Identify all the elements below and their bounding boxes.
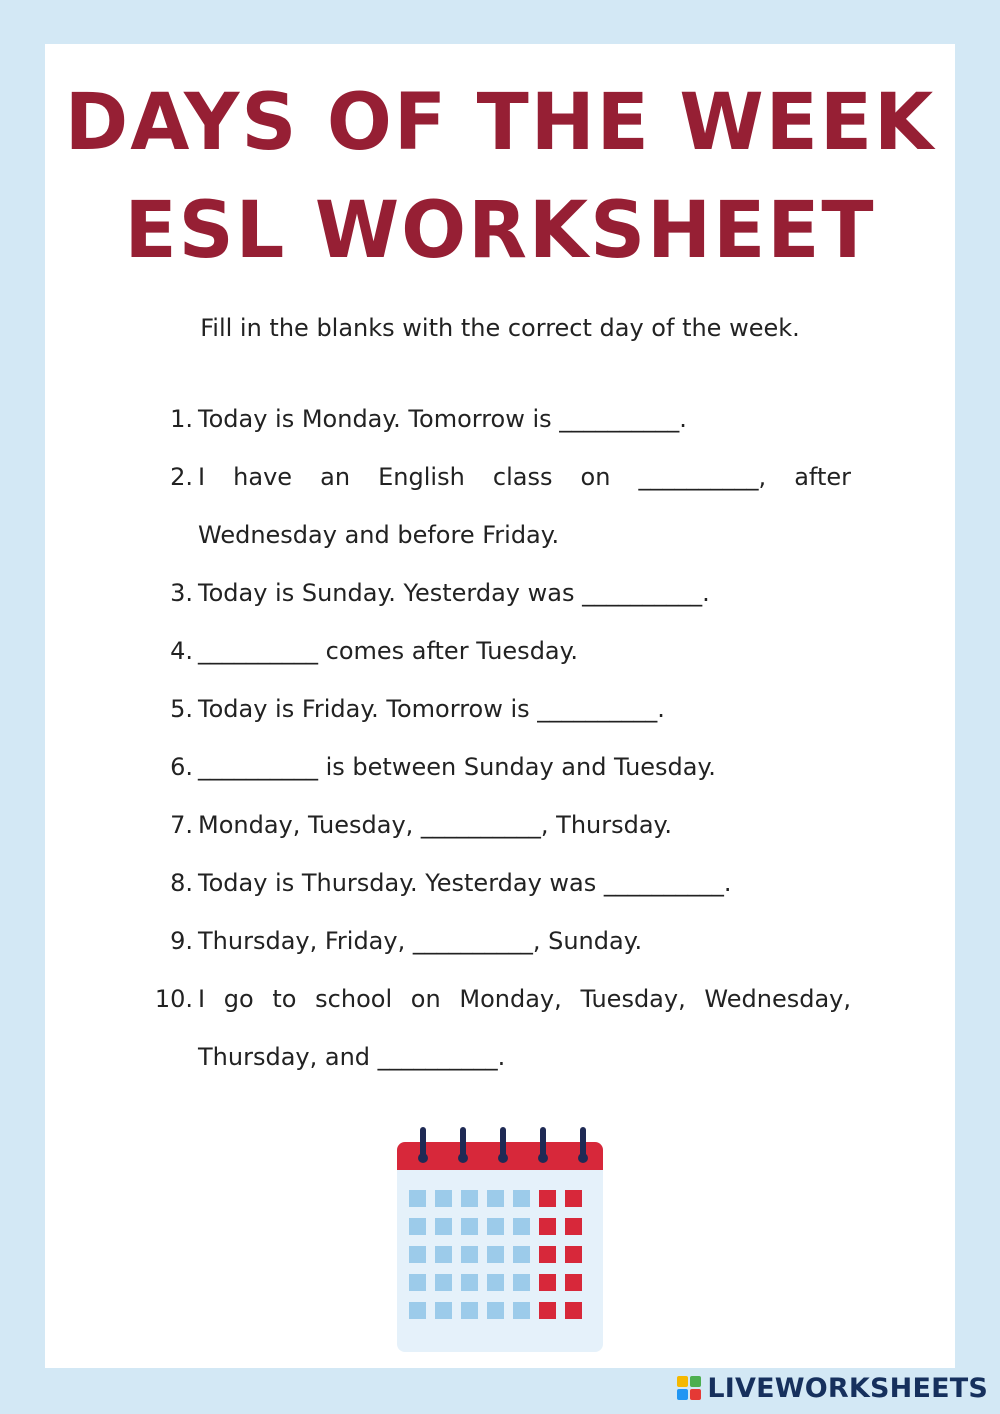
calendar-day-cell [487,1274,504,1291]
calendar-weekend-cell [565,1190,582,1207]
calendar-day-cell [461,1190,478,1207]
worksheet-page [45,44,955,1368]
calendar-day-cell [409,1218,426,1235]
calendar-day-cell [461,1302,478,1319]
title-line-1: DAYS OF THE WEEK [64,78,936,168]
calendar-day-cell [435,1246,452,1263]
brand-name: LIVEWORKSHEETS [707,1372,988,1404]
question-text: Thursday, Friday, __________, Sunday. [198,927,643,955]
question-number: 9. [170,927,193,955]
calendar-weekend-cell [539,1190,556,1207]
calendar-day-cell [435,1190,452,1207]
question-text: Today is Monday. Tomorrow is __________. [198,405,687,433]
question-number: 10. [154,985,193,1013]
calendar-ring-base [458,1153,468,1163]
question-number: 1. [170,405,193,433]
calendar-weekend-cell [539,1302,556,1319]
question-text: __________ is between Sunday and Tuesday. [198,753,716,781]
question-text-continued: Wednesday and before Friday. [198,521,560,549]
calendar-day-cell [409,1246,426,1263]
calendar-weekend-cell [539,1218,556,1235]
question-text: Today is Sunday. Yesterday was __________. [198,579,710,607]
calendar-day-cell [513,1190,530,1207]
calendar-day-cell [513,1274,530,1291]
question-text: I have an English class on __________, after [198,463,851,491]
calendar-weekend-cell [565,1274,582,1291]
question-number: 7. [170,811,193,839]
question-number: 2. [170,463,193,491]
question-text: Today is Friday. Tomorrow is __________. [198,695,665,723]
calendar-weekend-cell [565,1246,582,1263]
liveworksheets-footer [677,1370,988,1406]
calendar-day-cell [487,1302,504,1319]
title-line-2: ESL WORKSHEET [124,186,876,276]
logo-block [677,1376,688,1387]
calendar-day-cell [461,1218,478,1235]
question-text-continued: Thursday, and __________. [198,1043,506,1071]
question-number: 8. [170,869,193,897]
calendar-day-cell [461,1274,478,1291]
calendar-day-cell [487,1246,504,1263]
question-number: 5. [170,695,193,723]
question-number: 6. [170,753,193,781]
calendar-day-cell [513,1218,530,1235]
calendar-weekend-cell [565,1218,582,1235]
calendar-weekend-cell [565,1302,582,1319]
logo-block [690,1376,701,1387]
liveworksheets-logo-icon [677,1376,701,1400]
calendar-day-cell [409,1190,426,1207]
calendar-ring-base [498,1153,508,1163]
instruction-text: Fill in the blanks with the correct day of the week. [200,314,800,342]
question-text: Today is Thursday. Yesterday was __________. [198,869,732,897]
calendar-day-cell [513,1246,530,1263]
calendar-day-cell [513,1302,530,1319]
calendar-day-cell [409,1274,426,1291]
question-number: 3. [170,579,193,607]
calendar-day-cell [409,1302,426,1319]
calendar-day-cell [435,1218,452,1235]
logo-block [677,1389,688,1400]
question-text: I go to school on Monday, Tuesday, Wednesday, [198,985,851,1013]
calendar-day-cell [435,1302,452,1319]
calendar-weekend-cell [539,1246,556,1263]
calendar-icon [395,1124,605,1354]
logo-block [690,1389,701,1400]
question-number: 4. [170,637,193,665]
question-text: Monday, Tuesday, __________, Thursday. [198,811,672,839]
calendar-day-cell [487,1218,504,1235]
calendar-day-cell [461,1246,478,1263]
question-text: __________ comes after Tuesday. [198,637,579,665]
calendar-ring-base [578,1153,588,1163]
calendar-day-cell [487,1190,504,1207]
calendar-ring-base [418,1153,428,1163]
calendar-ring-base [538,1153,548,1163]
question-list [45,44,955,1144]
calendar-day-cell [435,1274,452,1291]
calendar-weekend-cell [539,1274,556,1291]
